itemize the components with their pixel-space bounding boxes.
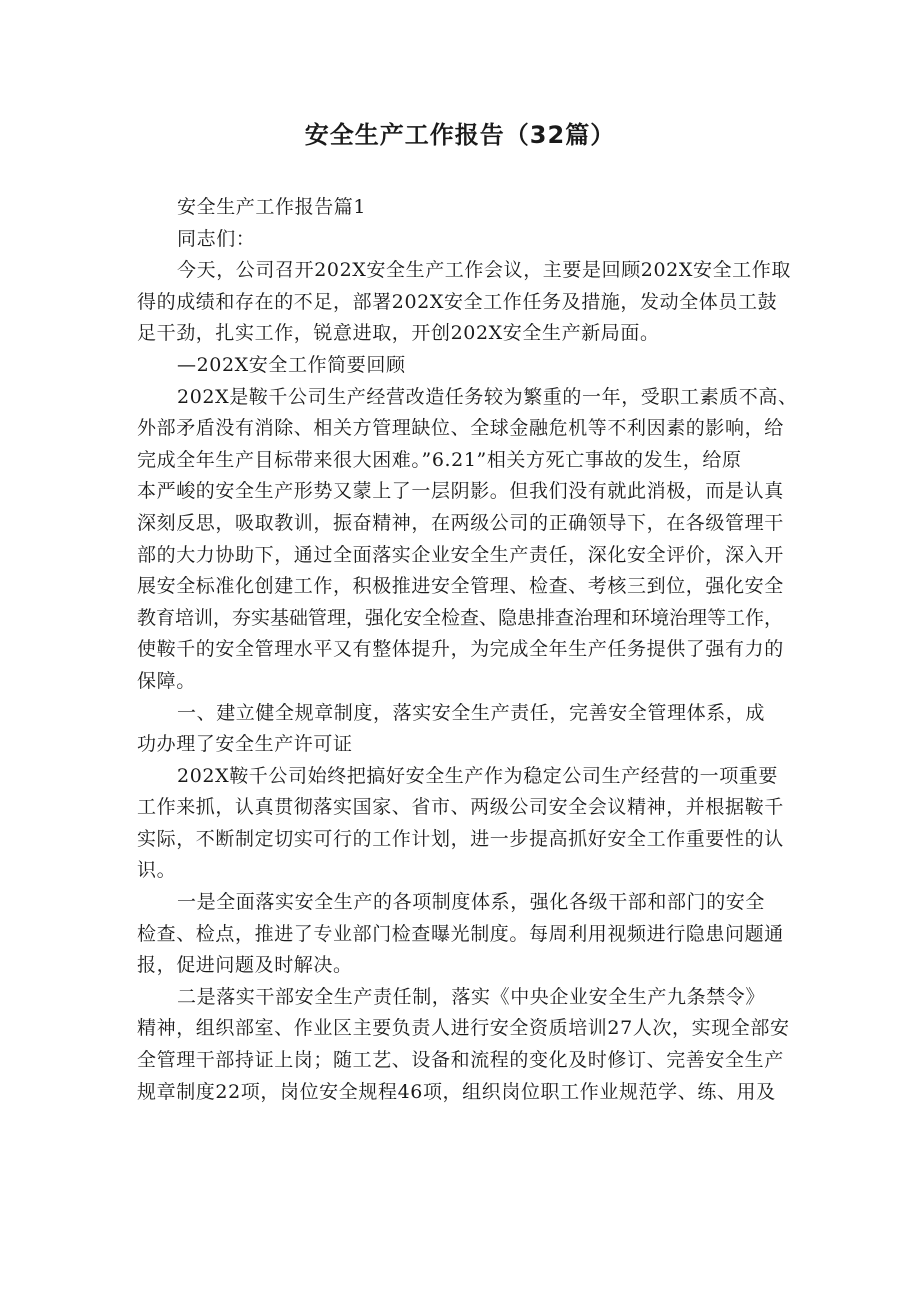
subheading: 功办理了安全生产许可证 bbox=[137, 733, 353, 756]
document-title: 安全生产工作报告（32篇） bbox=[304, 121, 616, 149]
paragraph-line: 检查、检点，推进了专业部门检查曝光制度。每周利用视频进行隐患问题通 bbox=[137, 922, 784, 945]
paragraph-line: 实际，不断制定切实可行的工作计划，进一步提高抓好安全工作重要性的认 bbox=[137, 827, 784, 850]
document-body bbox=[137, 192, 801, 1108]
paragraph-line: 202X是鞍千公司生产经营改造任务较为繁重的一年，受职工素质不高、 bbox=[177, 385, 798, 408]
paragraph-line: 使鞍千的安全管理水平又有整体提升，为完成全年生产任务提供了强有力的 bbox=[137, 638, 784, 661]
paragraph-line: 二是落实干部安全生产责任制，落实《中央企业安全生产九条禁令》 bbox=[177, 985, 766, 1008]
paragraph-line: 精神，组织部室、作业区主要负责人进行安全资质培训27人次，实现全部安 bbox=[137, 1017, 790, 1040]
subheading: —202X安全工作简要回顾 bbox=[177, 353, 406, 376]
paragraph-line: 展安全标准化创建工作，积极推进安全管理、检查、考核三到位，强化安全 bbox=[137, 575, 784, 598]
paragraph-line: 今天，公司召开202X安全生产工作会议，主要是回顾202X安全工作取 bbox=[177, 259, 791, 282]
paragraph-line: 得的成绩和存在的不足，部署202X安全工作任务及措施，发动全体员工鼓 bbox=[137, 290, 778, 313]
salutation: 同志们： bbox=[177, 227, 256, 250]
paragraph-line: 足干劲，扎实工作，锐意进取，开创202X安全生产新局面。 bbox=[137, 322, 660, 345]
paragraph-line: 保障。 bbox=[137, 669, 196, 692]
paragraph-line: 教育培训，夯实基础管理，强化安全检查、隐患排查治理和环境治理等工作， bbox=[137, 606, 784, 629]
paragraph-line: 识。 bbox=[137, 859, 177, 882]
paragraph-line: 一是全面落实安全生产的各项制度体系，强化各级干部和部门的安全 bbox=[177, 891, 766, 914]
section-heading: 安全生产工作报告篇1 bbox=[177, 196, 367, 218]
subheading: 一、建立健全规章制度，落实安全生产责任，完善安全管理体系，成 bbox=[177, 701, 766, 724]
paragraph-line: 本严峻的安全生产形势又蒙上了一层阴影。但我们没有就此消极，而是认真 bbox=[137, 480, 784, 503]
paragraph-line: 全管理干部持证上岗；随工艺、设备和流程的变化及时修订、完善安全生产 bbox=[137, 1049, 784, 1072]
paragraph-line: 外部矛盾没有消除、相关方管理缺位、全球金融危机等不利因素的影响，给 bbox=[137, 417, 784, 440]
paragraph-line: 202X鞍千公司始终把搞好安全生产作为稳定公司生产经营的一项重要 bbox=[177, 764, 778, 787]
paragraph-line: 完成全年生产目标带来很大困难。”6.21”相关方死亡事故的发生，给原 bbox=[137, 448, 742, 471]
paragraph-line: 报，促进问题及时解决。 bbox=[137, 954, 353, 977]
paragraph-line: 工作来抓，认真贯彻落实国家、省市、两级公司安全会议精神，并根据鞍千 bbox=[137, 796, 784, 819]
paragraph-line: 深刻反思，吸取教训，振奋精神，在两级公司的正确领导下，在各级管理干 bbox=[137, 511, 784, 534]
paragraph-line: 部的大力协助下，通过全面落实企业安全生产责任，深化安全评价，深入开 bbox=[137, 543, 784, 566]
paragraph-line: 规章制度22项，岗位安全规程46项，组织岗位职工作业规范学、练、用及 bbox=[137, 1080, 776, 1103]
